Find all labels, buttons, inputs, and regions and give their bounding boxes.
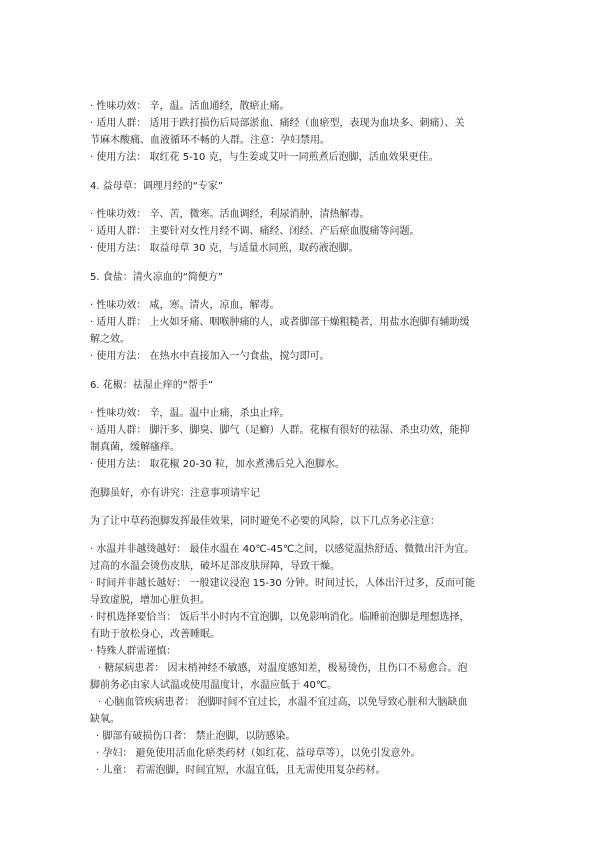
diabetes-item-cont: 脚前务必由家人试温或使用温度计，水温应低于 40℃。 [90,680,338,691]
duration-item-cont: 导致虚脱，增加心脏负担。 [90,595,210,606]
cardio-item: · 心脑血管疾病患者： 泡脚时间不宜过长，水温不宜过高，以免导致心脏和大脑缺血 [98,697,468,708]
section-precautions [90,485,510,779]
precautions-intro: 为了让中草药泡脚发挥最佳效果，同时避免不必要的风险，以下几点务必注意： [90,516,440,527]
children-item: · 儿童： 若需泡脚，时间宜短，水温宜低，且无需使用复杂药材。 [96,765,386,776]
water-temp-item-cont: 过高的水温会烫伤皮肤，破坏足部皮肤屏障，导致干燥。 [90,561,340,572]
duration-item: · 时间并非越长越好： 一般建议浸泡 15-30 分钟。时间过长，人体出汗过多，反而可能 [90,578,475,589]
honghua-usage: · 使用方法： 取红花 5-10 克，与生姜或艾叶一同煎煮后泡脚，活血效果更佳。 [90,152,439,163]
salt-suitable-cont: 解之效。 [90,334,130,345]
honghua-suitable: · 适用人群： 适用于跌打损伤后局部淤血、痛经（血瘀型，表现为血块多、刺痛）、关 [90,118,465,129]
yimucao-title: 4. 益母草：调理月经的“专家” [90,181,224,192]
precautions-title: 泡脚虽好，亦有讲究：注意事项请牢记 [90,488,260,499]
section-honghua [90,98,510,166]
yimucao-suitable: · 适用人群： 主要针对女性月经不调、痛经、闭经、产后瘀血腹痛等问题。 [90,226,420,237]
salt-nature: · 性味功效： 咸，寒。清火，凉血，解毒。 [90,300,280,311]
pregnant-item: · 孕妇： 避免使用活血化瘀类药材（如红花、益母草等），以免引发意外。 [96,748,421,759]
huajiao-suitable-cont: 制真菌，缓解瘙痒。 [90,442,180,453]
huajiao-nature: · 性味功效： 辛，温。温中止痛，杀虫止痒。 [90,408,290,419]
timing-item-cont: 有助于放松身心，改善睡眠。 [90,629,220,640]
section-yimucao [90,178,510,257]
honghua-nature: · 性味功效： 辛，温。活血通经，散瘀止痛。 [90,101,290,112]
document-page [90,98,510,779]
huajiao-usage: · 使用方法： 取花椒 20-30 粒，加水煮沸后兑入泡脚水。 [90,459,345,470]
huajiao-suitable: · 适用人群： 脚汗多、脚臭、脚气（足癣）人群。花椒有很好的祛湿、杀虫功效，能抑 [90,425,470,436]
huajiao-title: 6. 花椒：祛湿止痒的“帮手” [90,380,214,391]
section-salt [90,269,510,365]
salt-title: 5. 食盐：清火凉血的“简便方” [90,272,224,283]
salt-usage: · 使用方法： 在热水中直接加入一勺食盐，搅匀即可。 [90,351,330,362]
yimucao-usage: · 使用方法： 取益母草 30 克，与适量水同煎，取药液泡脚。 [90,243,359,254]
special-groups-item: · 特殊人群需谨慎： [90,646,177,657]
timing-item: · 时机选择要恰当： 饭后半小时内不宜泡脚，以免影响消化。临睡前泡脚是理想选择， [90,612,470,623]
section-huajiao [90,377,510,473]
water-temp-item: · 水温并非越烫越好： 最佳水温在 40℃-45℃之间，以感觉温热舒适、微微出汗为宜。 [90,544,475,555]
honghua-suitable-cont: 节麻木酸痛、血液循环不畅的人群。注意：孕妇禁用。 [90,135,330,146]
diabetes-item: · 糖尿病患者： 因末梢神经不敏感，对温度感知差，极易烫伤，且伤口不易愈合。泡 [98,663,468,674]
salt-suitable: · 适用人群： 上火如牙痛、咽喉肿痛的人，或者脚部干燥粗糙者，用盐水泡脚有辅助缓 [90,317,470,328]
cardio-item-cont: 缺氧。 [90,714,120,725]
yimucao-nature: · 性味功效： 辛、苦，微寒。活血调经，利尿消肿，清热解毒。 [90,209,370,220]
wound-item: · 脚部有破损伤口者： 禁止泡脚，以防感染。 [96,731,296,742]
